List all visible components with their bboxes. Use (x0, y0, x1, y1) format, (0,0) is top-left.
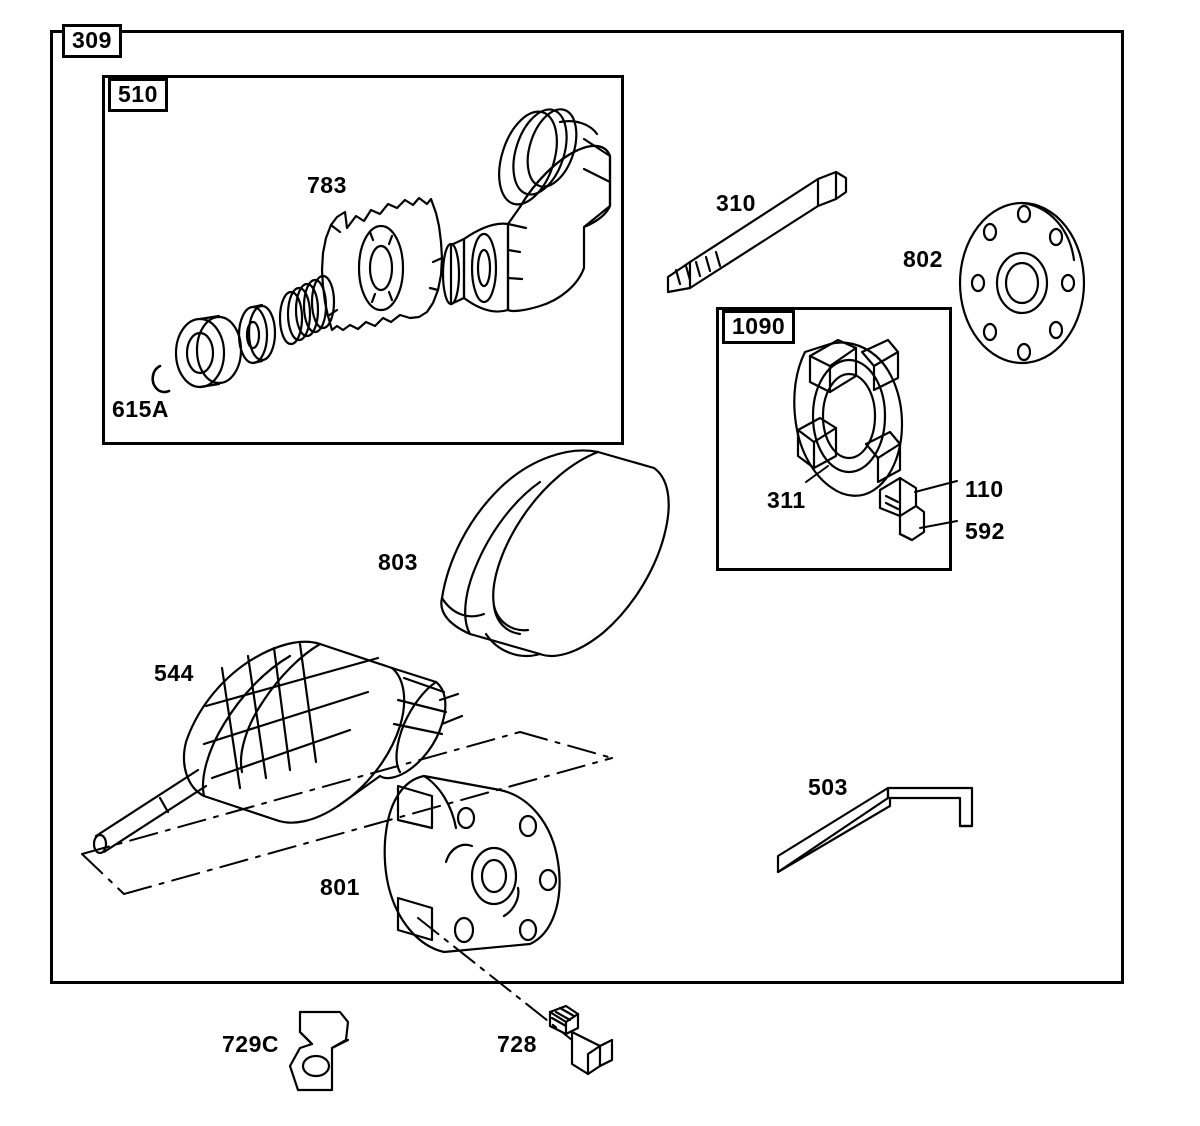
callout-309: 309 (62, 24, 122, 58)
callout-592: 592 (965, 518, 1005, 544)
callout-803: 803 (378, 549, 418, 575)
callout-802: 802 (903, 246, 943, 272)
part-729c-clip (290, 1012, 348, 1090)
callout-615a: 615A (112, 396, 169, 422)
assembly-510-frame (102, 75, 624, 445)
callout-310: 310 (716, 190, 756, 216)
assembly-1090-frame (716, 307, 952, 571)
callout-503: 503 (808, 774, 848, 800)
part-728-screw (550, 1006, 612, 1074)
callout-801: 801 (320, 874, 360, 900)
callout-728: 728 (497, 1031, 537, 1057)
callout-311: 311 (767, 487, 806, 513)
callout-729c: 729C (222, 1031, 279, 1057)
callout-783: 783 (307, 172, 347, 198)
callout-1090: 1090 (722, 310, 795, 344)
callout-544: 544 (154, 660, 194, 686)
callout-110: 110 (965, 476, 1004, 502)
callout-510: 510 (108, 78, 168, 112)
